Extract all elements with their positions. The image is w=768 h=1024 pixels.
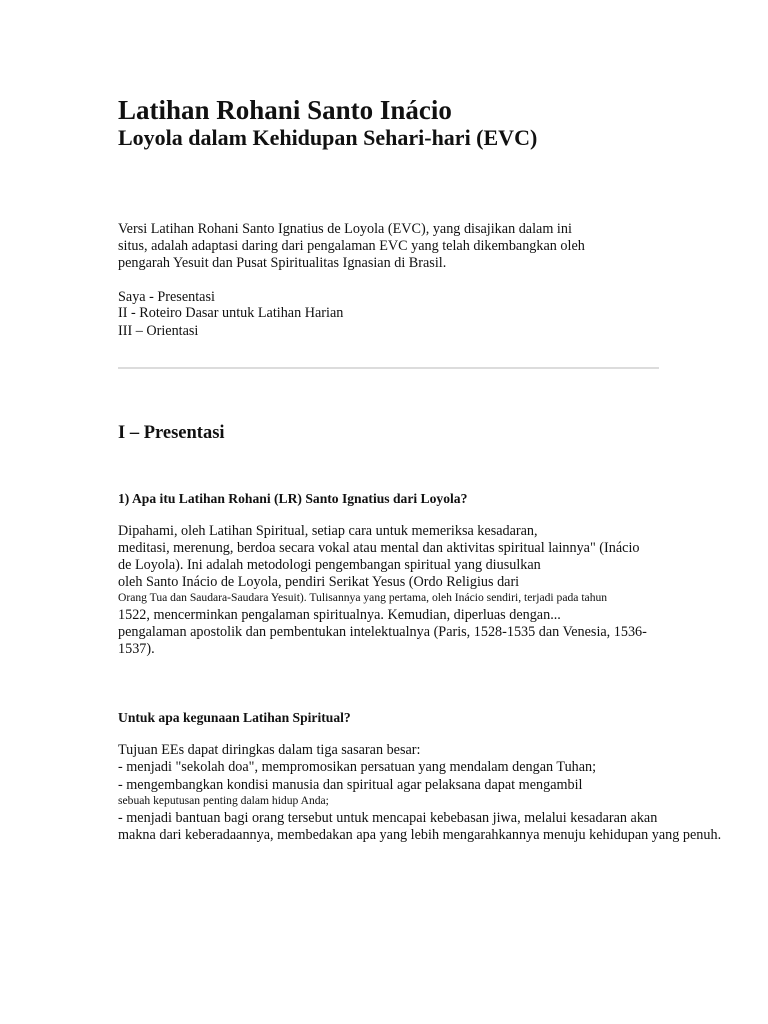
intro-line: Versi Latihan Rohani Santo Ignatius de Loyola (EVC), yang disajikan dalam ini [118, 221, 572, 237]
body-line: 1522, mencerminkan pengalaman spiritualnya. Kemudian, diperluas dengan... [118, 607, 561, 623]
page-subtitle: Loyola dalam Kehidupan Sehari-hari (EVC) [118, 125, 538, 150]
body-line: Dipahami, oleh Latihan Spiritual, setiap cara untuk memeriksa kesadaran, [118, 523, 538, 539]
body-line-small: sebuah keputusan penting dalam hidup Anda; [118, 794, 329, 807]
toc-item: III – Orientasi [118, 323, 199, 339]
toc-item: II - Roteiro Dasar untuk Latihan Harian [118, 305, 344, 321]
intro-line: situs, adalah adaptasi daring dari pengalaman EVC yang telah dikembangkan oleh [118, 238, 585, 254]
body-line: oleh Santo Inácio de Loyola, pendiri Serikat Yesus (Ordo Religius dari [118, 574, 520, 590]
section-divider [118, 367, 659, 369]
question-heading: 1) Apa itu Latihan Rohani (LR) Santo Ignatius dari Loyola? [118, 491, 468, 506]
toc-item: Saya - Presentasi [118, 289, 215, 305]
body-line: meditasi, merenung, berdoa secara vokal atau mental dan aktivitas spiritual lainnya" (Inácio [118, 540, 640, 556]
body-line-small: Orang Tua dan Saudara-Saudara Yesuit). Tulisannya yang pertama, oleh Inácio sendiri, terjadi pada tahun [118, 591, 608, 604]
section-heading: I – Presentasi [118, 423, 225, 443]
question-heading: Untuk apa kegunaan Latihan Spiritual? [118, 710, 351, 725]
page-title: Latihan Rohani Santo Inácio [118, 95, 452, 125]
body-line: - menjadi bantuan bagi orang tersebut untuk mencapai kebebasan jiwa, melalui kesadaran akan [118, 810, 658, 826]
body-line: - menjadi "sekolah doa", mempromosikan persatuan yang mendalam dengan Tuhan; [118, 759, 597, 775]
body-line: Tujuan EEs dapat diringkas dalam tiga sasaran besar: [118, 742, 421, 758]
body-line: pengalaman apostolik dan pembentukan intelektualnya (Paris, 1528-1535 dan Venesia, 1536- [118, 624, 647, 640]
intro-line: pengarah Yesuit dan Pusat Spiritualitas Ignasian di Brasil. [118, 255, 447, 271]
body-line: makna dari keberadaannya, membedakan apa yang lebih mengarahkannya menuju kehidupan yang penuh. [118, 827, 722, 843]
body-line: - mengembangkan kondisi manusia dan spiritual agar pelaksana dapat mengambil [118, 777, 583, 793]
body-line: de Loyola). Ini adalah metodologi pengembangan spiritual yang diusulkan [118, 557, 541, 573]
body-line: 1537). [118, 641, 155, 657]
